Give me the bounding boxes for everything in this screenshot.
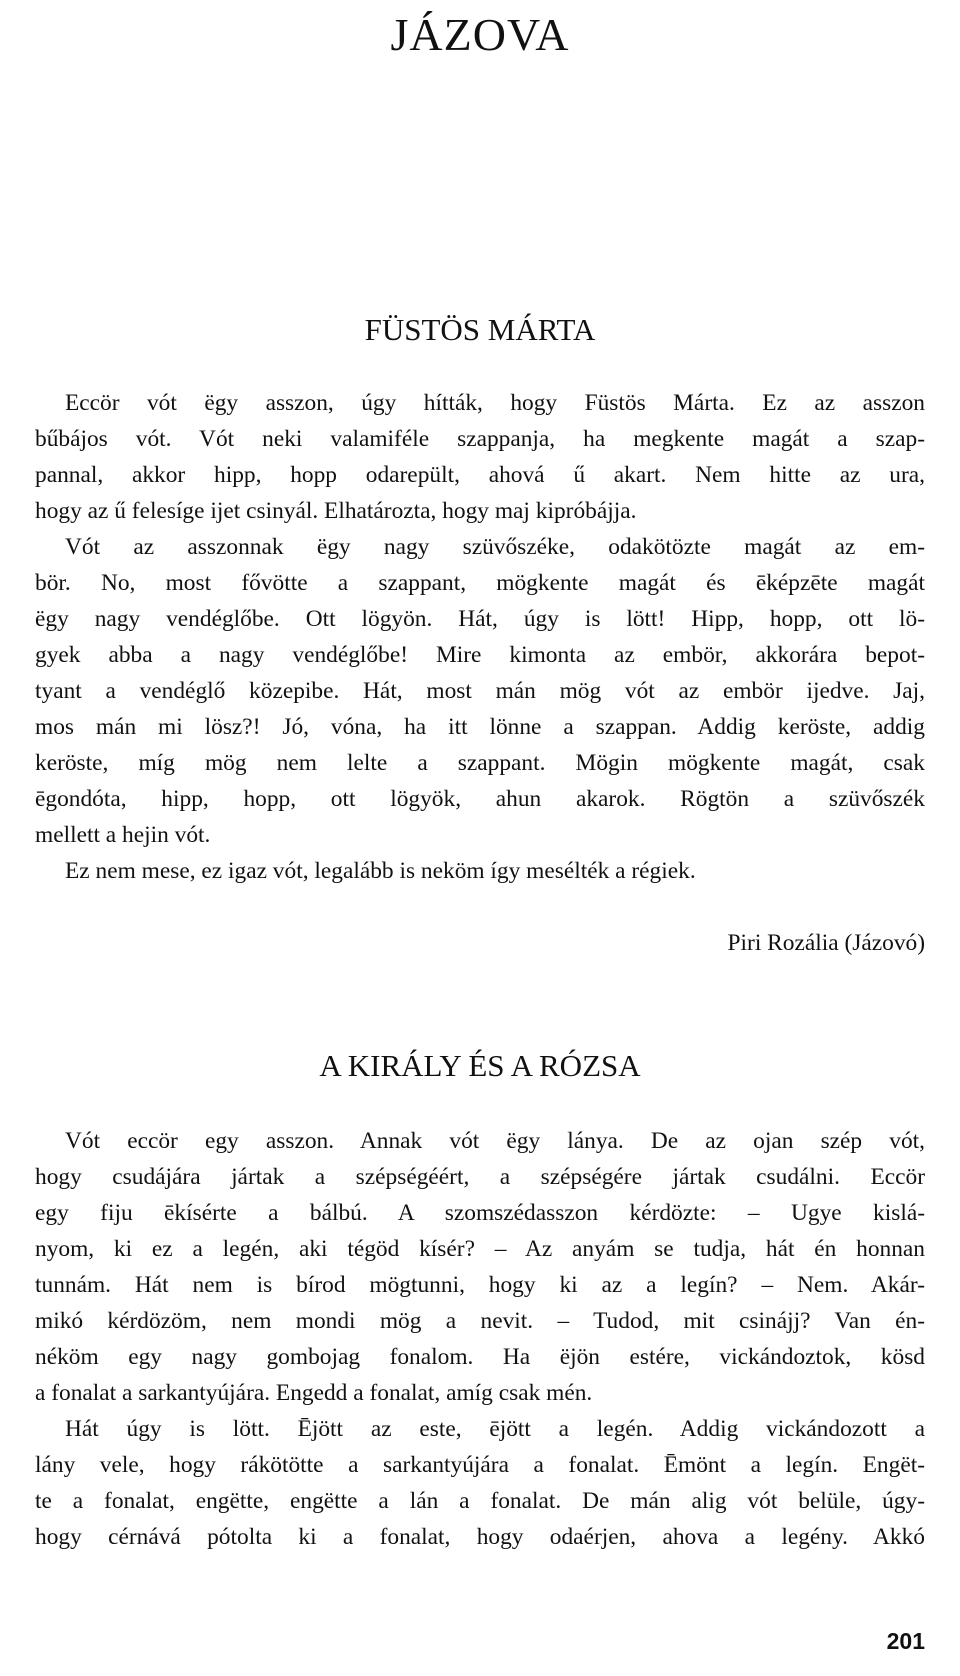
text-line: te a fonalat, engëtte, engëtte a lán a fonalat. De mán alig vót belüle, úgy- [35,1488,925,1514]
story-title: FÜSTÖS MÁRTA [364,312,596,347]
text-line: bűbájos vót. Vót neki valamiféle szappanja, ha megkente magát a szap- [35,426,925,452]
text-line: mos mán mi lösz?! Jó, vóna, ha itt lönne a szappan. Addig keröste, addig [35,714,925,740]
text-line: a fonalat a sarkantyújára. Engedd a fonalat, amíg csak mén. [35,1380,593,1406]
text-line: egy fiju ēkísérte a bálbú. A szomszédasszon kérdözte: – Ugye kislá- [35,1200,925,1226]
page-title: JÁZOVA [390,9,570,60]
text-line: gyek abba a nagy vendéglőbe! Mire kimonta az embör, akkorára bepot- [35,642,925,668]
text-line: hogy csudájára jártak a szépségéért, a szépségére jártak csudálni. Eccör [35,1164,925,1190]
attribution: Piri Rozália (Jázovó) [727,930,925,956]
text-line: Ez nem mese, ez igaz vót, legalább is neköm így mesélték a régiek. [65,858,696,884]
text-line: hogy az ű felesíge ijet csinyál. Elhatározta, hogy maj kipróbájja. [35,498,637,524]
text-line: bör. No, most fővötte a szappant, mögkente magát és ēképzēte magát [35,570,925,596]
text-line: néköm egy nagy gombojag fonalom. Ha ëjön estére, vickándoztok, kösd [35,1344,925,1370]
text-line: keröste, míg mög nem lelte a szappant. Mögin mögkente magát, csak [35,750,925,776]
story-title: A KIRÁLY ÉS A RÓZSA [319,1048,641,1083]
text-line: mellett a hejin vót. [35,822,211,848]
text-line: tunnám. Hát nem is bírod mögtunni, hogy ki az a legín? – Nem. Akár- [35,1272,925,1298]
text-line: nyom, ki ez a legén, aki tégöd kísér? – Az anyám se tudja, hát én honnan [35,1236,925,1262]
text-line: pannal, akkor hipp, hopp odarepült, ahová ű akart. Nem hitte az ura, [35,462,925,488]
text-line: ēgondóta, hipp, hopp, ott lögyök, ahun akarok. Rögtön a szüvőszék [35,786,925,812]
text-line: Hát úgy is lött. Ējött az este, ējött a legén. Addig vickándozott a [65,1416,925,1442]
page-number: 201 [886,1628,925,1654]
text-line: Vót eccör egy asszon. Annak vót ëgy lánya. De az ojan szép vót, [65,1128,925,1154]
text-line: tyant a vendéglő közepibe. Hát, most mán mög vót az embör ijedve. Jaj, [35,678,925,704]
text-line: hogy cérnává pótolta ki a fonalat, hogy odaérjen, ahova a legény. Akkó [35,1524,925,1550]
text-line: lány vele, hogy rákötötte a sarkantyújára a fonalat. Ēmönt a legín. Engët- [35,1452,925,1478]
text-line: ëgy nagy vendéglőbe. Ott lögyön. Hát, úgy is lött! Hipp, hopp, ott lö- [35,606,925,632]
text-line: mikó kérdözöm, nem mondi mög a nevit. – Tudod, mit csinájj? Van én- [35,1308,925,1334]
text-line: Eccör vót ëgy asszon, úgy hítták, hogy Füstös Márta. Ez az asszon [65,390,925,416]
text-line: Vót az asszonnak ëgy nagy szüvőszéke, odakötözte magát az em- [65,534,925,560]
